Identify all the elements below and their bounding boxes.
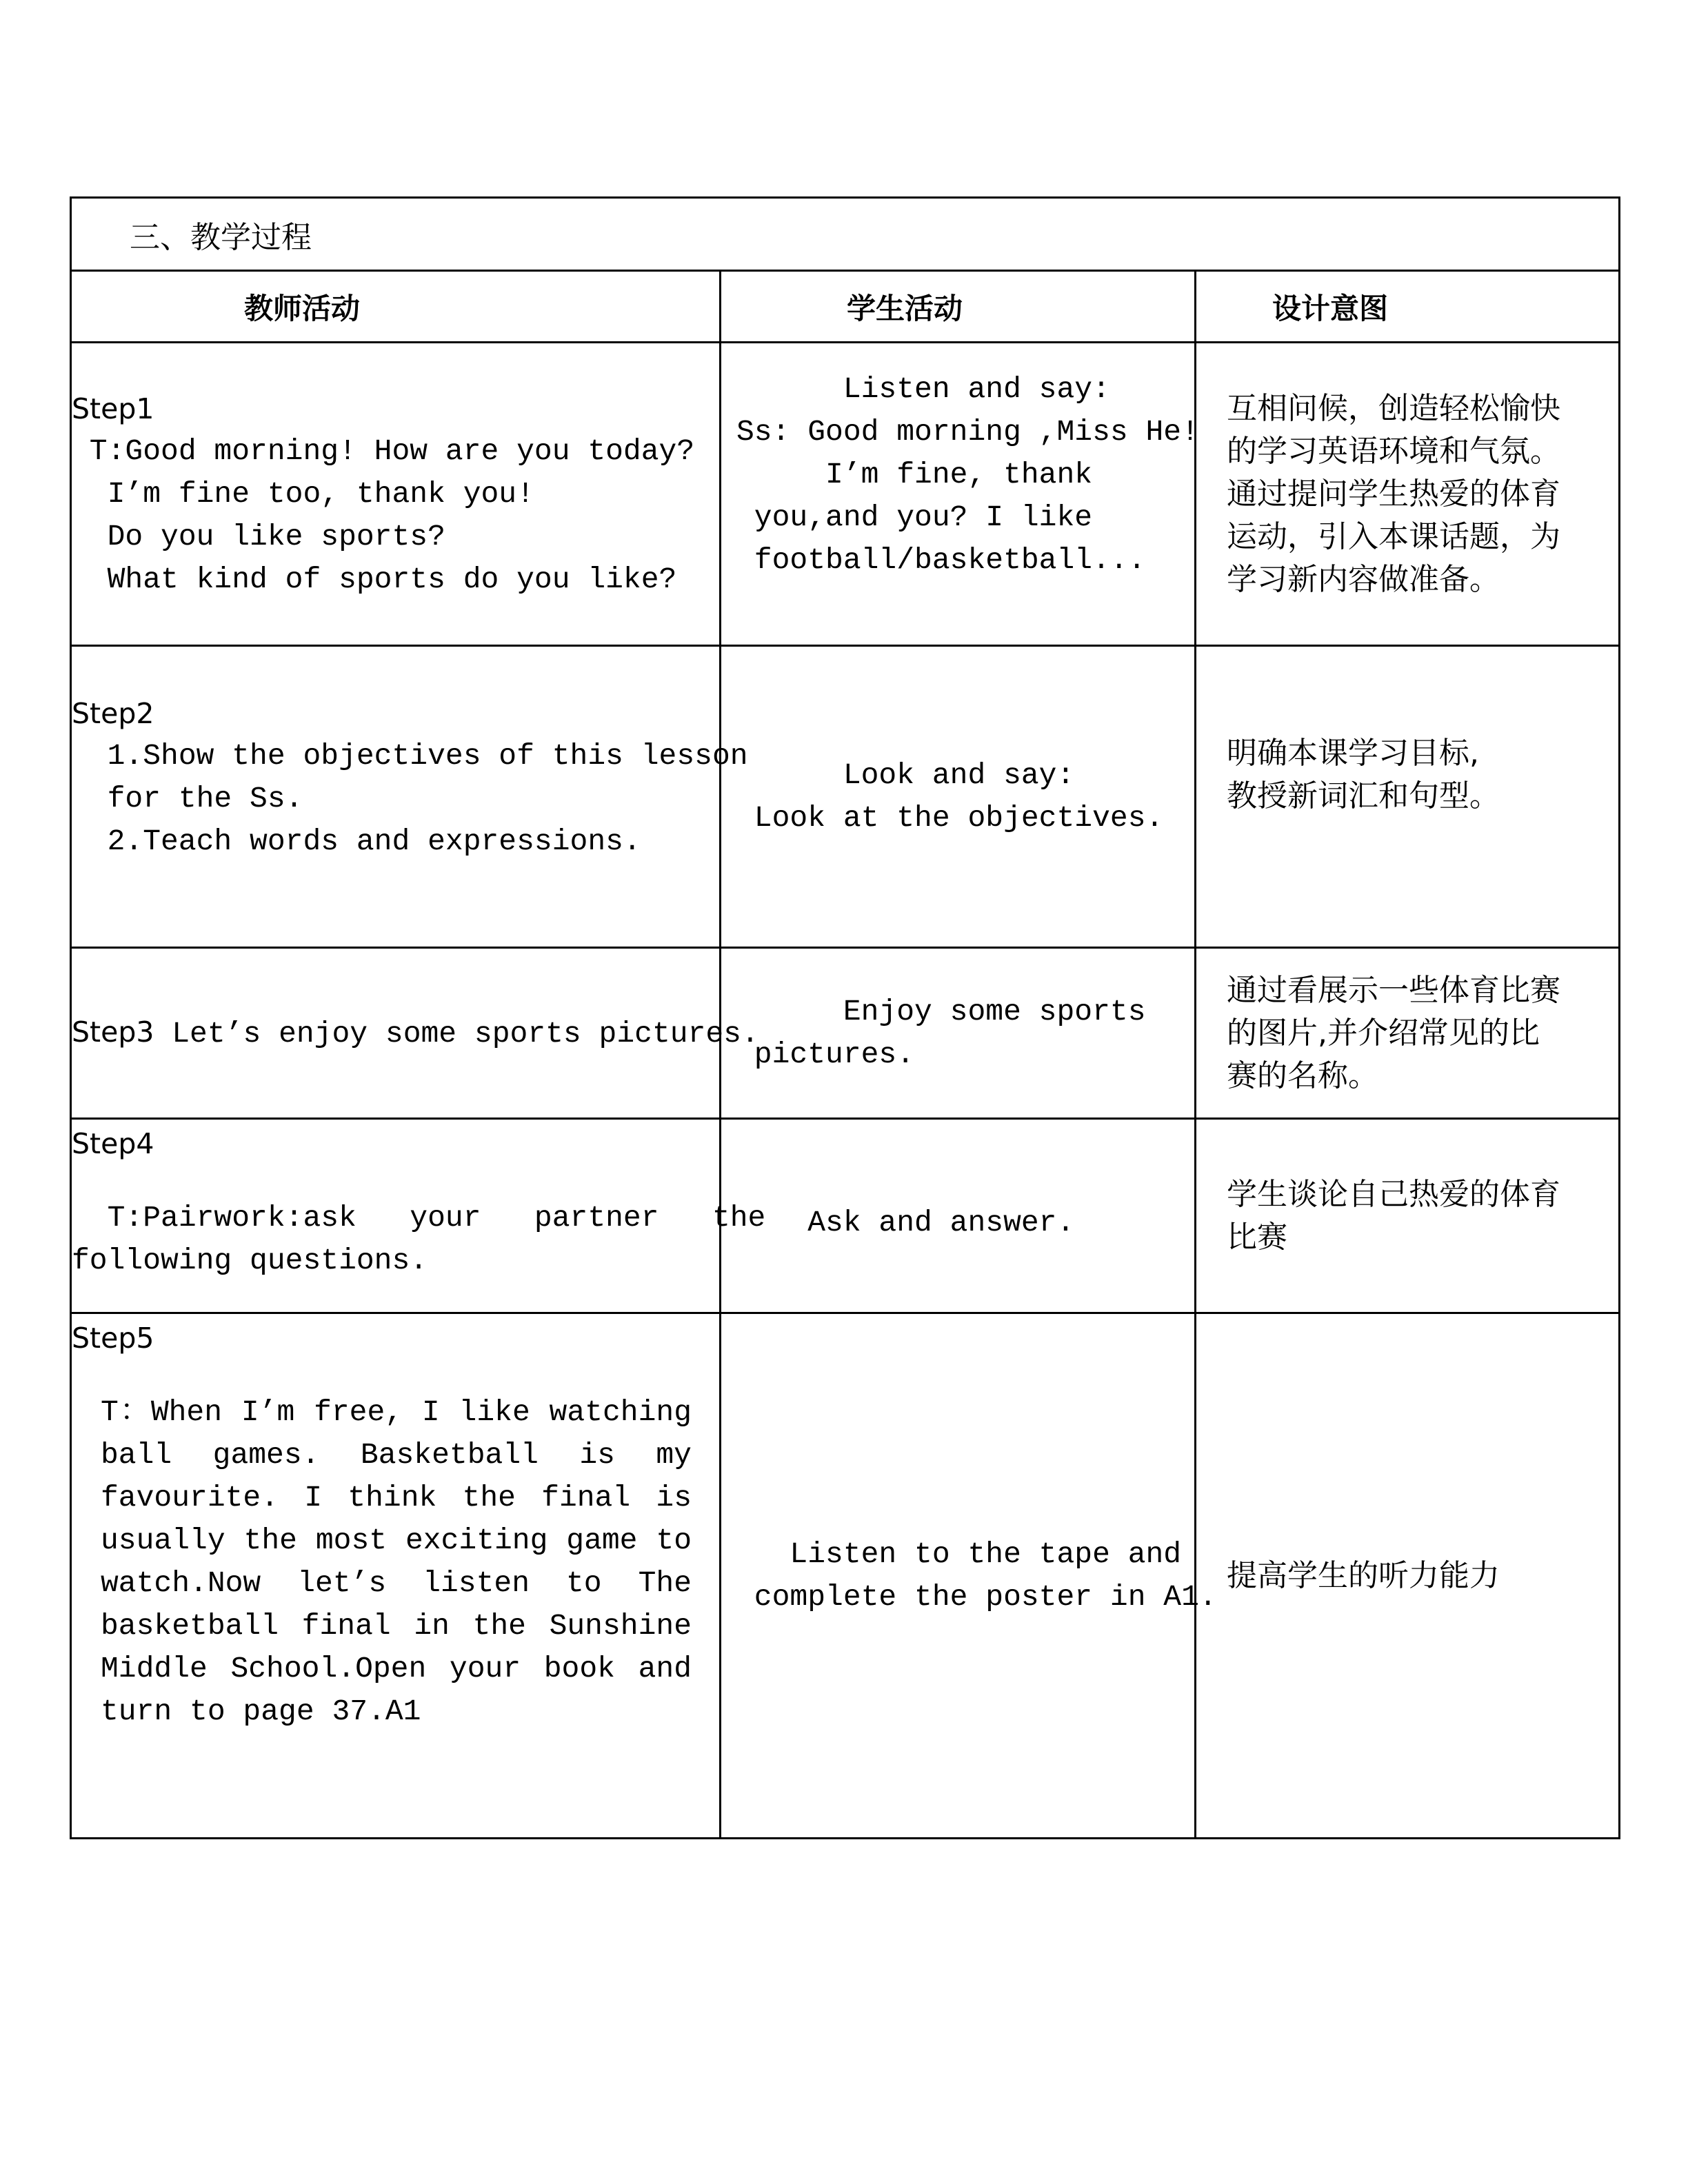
step2-row [71, 646, 1620, 948]
step5-teacher-cell [71, 1313, 721, 1839]
step2-teacher-line: 2.Teach words and expressions. [72, 825, 641, 858]
step4-design-line: 比赛 [1227, 1219, 1287, 1255]
step5-student-line: complete the poster in A1. [736, 1579, 1217, 1614]
step3-teacher-line-wrap [72, 1011, 759, 1055]
step1-teacher-line: T:Good morning! How are you today? [72, 434, 695, 468]
step2-student-cell [721, 646, 1196, 948]
step2-design-line: 明确本课学习目标, [1227, 736, 1479, 771]
step1-student-line: you,and you? I like [736, 501, 1093, 534]
step1-label: Step1 [72, 392, 154, 425]
step1-design-line: 通过提问学生热爱的体育 [1227, 476, 1560, 512]
step2-student-line: Look and say: [736, 758, 1075, 792]
step2-student-line: Look at the objectives. [736, 800, 1164, 835]
step4-student-line: Ask and answer. [736, 1205, 1075, 1240]
step3-teacher-text: Let’s enjoy some sports pictures. [154, 1017, 759, 1051]
design-intent-header: 设计意图 [1196, 271, 1620, 343]
step1-design-line: 运动，引入本课话题，为 [1227, 518, 1560, 554]
step1-design-line: 互相问候，创造轻松愉快 [1227, 390, 1560, 426]
step1-design-cell [1196, 343, 1620, 646]
step1-design-line: 学习新内容做准备。 [1227, 561, 1500, 597]
step3-student-line: pictures. [736, 1037, 915, 1071]
step3-student-line: Enjoy some sports [736, 994, 1146, 1029]
step5-row [71, 1313, 1620, 1839]
teaching-process-table [70, 196, 1620, 1839]
step4-label: Step4 [72, 1127, 154, 1160]
step4-design-cell [1196, 1119, 1620, 1313]
step1-teacher-line: I’m fine too, thank you! [72, 476, 534, 511]
header-row [71, 271, 1620, 343]
step3-student-cell [721, 948, 1196, 1119]
step1-student-line: Ss: Good morning ,Miss He! [736, 415, 1199, 449]
step2-teacher-line: 1.Show the objectives of this lesson [72, 739, 748, 773]
step3-design-line: 的图片,并介绍常见的比 [1227, 1015, 1540, 1051]
step4-teacher-line: T:Pairwork:ask your partner the [72, 1201, 766, 1235]
step1-design-line: 的学习英语环境和气氛。 [1227, 433, 1560, 469]
step3-label: Step3 [72, 1015, 154, 1049]
step1-student-cell [721, 343, 1199, 646]
step3-design-line: 赛的名称。 [1227, 1058, 1378, 1093]
step1-student-line: football/basketball... [736, 543, 1146, 577]
teacher-activity-header: 教师活动 [71, 271, 721, 343]
step3-row [71, 948, 1620, 1119]
step4-teacher-line: following questions. [72, 1244, 428, 1277]
step5-design-cell [1196, 1313, 1620, 1839]
step1-row [71, 343, 1620, 646]
step1-teacher-cell [71, 343, 721, 646]
step2-label: Step2 [72, 697, 154, 730]
step5-teacher-paragraph: T：When I’m free, I like watching ball games. Basketball is my favourite. I think the final is usually the most exciting game to watch.Now let’s listen to The basketball final in the Sunshine Middle School.Open your book and turn to page 37.A1 [101, 1395, 692, 1728]
step4-row [71, 1119, 1620, 1313]
step4-design-line: 学生谈论自己热爱的体育 [1227, 1176, 1560, 1212]
step1-teacher-line: What kind of sports do you like? [72, 562, 677, 596]
step3-design-cell [1196, 948, 1620, 1119]
step1-student-line: I’m fine, thank [736, 458, 1093, 492]
section-title-row [71, 198, 1620, 271]
step2-teacher-cell [71, 646, 748, 948]
step4-student-cell [721, 1119, 1196, 1313]
step5-design-line: 提高学生的听力能力 [1227, 1557, 1500, 1593]
step2-design-line: 教授新词汇和句型。 [1227, 778, 1500, 813]
step5-spacer [72, 1359, 719, 1391]
step5-label: Step5 [72, 1322, 154, 1355]
step3-design-line: 通过看展示一些体育比赛 [1227, 972, 1560, 1008]
step1-student-line: Listen and say: [736, 372, 1110, 406]
step3-teacher-cell [71, 948, 759, 1119]
step1-teacher-line: Do you like sports? [72, 519, 445, 554]
section-title: 三、教学过程 [71, 198, 1620, 271]
step4-spacer [72, 1165, 719, 1197]
step2-design-cell [1196, 646, 1620, 948]
step5-student-line: Listen to the tape and [736, 1537, 1182, 1571]
step4-teacher-cell [71, 1119, 766, 1313]
step2-teacher-line: for the Ss. [72, 782, 303, 816]
student-activity-header: 学生活动 [721, 271, 1196, 343]
step5-student-cell [721, 1313, 1217, 1839]
